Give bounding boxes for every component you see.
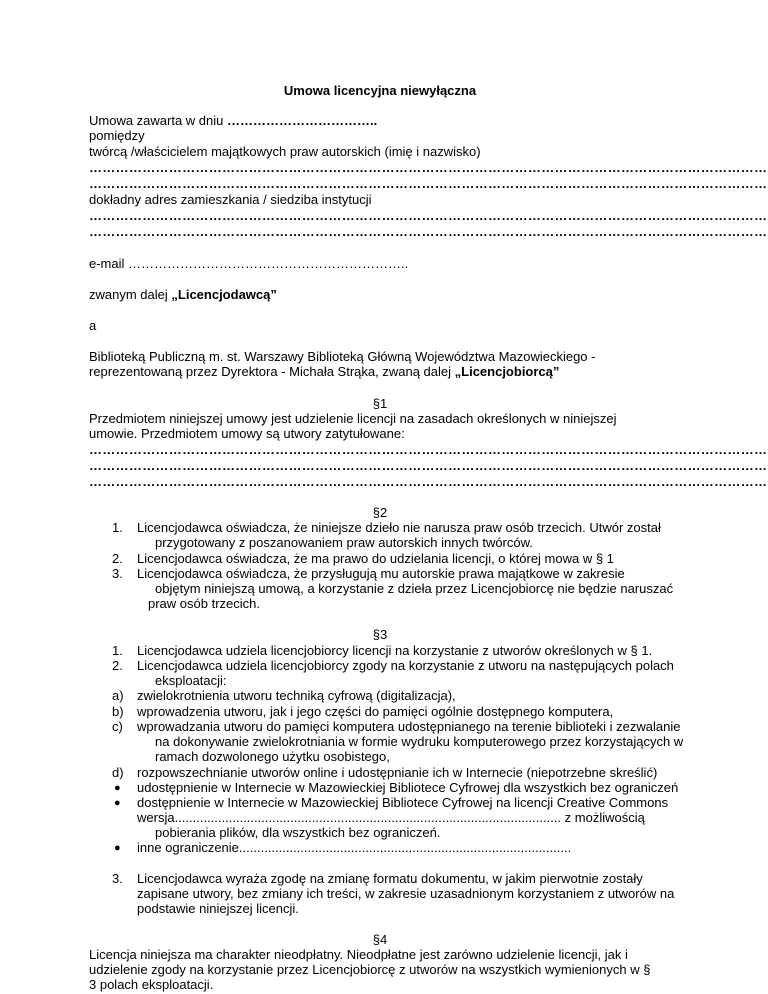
- bullet-3-text: inne ograniczenie............................................................................................: [137, 840, 572, 855]
- date-line: [89, 113, 377, 129]
- bullet-1-text: udostępnienie w Internecie w Mazowieckiej Bibliotece Cyfrowej dla wszystkich bez ograniczeń: [137, 780, 679, 795]
- bullet-2-line-3: pobierania plików, dla wszystkich bez ograniczeń.: [155, 825, 441, 840]
- s3-item-3-line-2: zapisane utwory, bez zmiany ich treści, w zakresie uzasadnionym korzystaniem z utworów na: [137, 886, 675, 901]
- s3-item-2-line-1: Licencjodawca udziela licencjobiorcy zgody na korzystanie z utworu na następujących polach: [137, 658, 674, 673]
- s2-item-1-line-1: Licencjodawca oświadcza, że niniejsze dzieło nie narusza praw osób trzecich. Utwór został: [137, 520, 661, 535]
- email-label: e-mail: [89, 256, 125, 271]
- between-text: pomiędzy: [89, 128, 145, 143]
- section-4-line-2: udzielenie zgody na korzystanie przez Licencjobiorcę z utworów na wszystkich wymienionych w §: [89, 962, 651, 977]
- section-3-heading: §3: [372, 627, 388, 642]
- s3-item-c-letter: c): [112, 719, 123, 734]
- s2-item-1-number: 1.: [112, 520, 123, 535]
- creator-label: twórcą /właścicielem majątkowych praw autorskich (imię i nazwisko): [89, 144, 481, 159]
- works-blank-1: ………………………………………………………………………………………………………………………………………: [89, 442, 768, 457]
- section-1-heading: §1: [372, 396, 388, 411]
- date-blank: ……………………………..: [227, 113, 378, 128]
- s3-item-1-text: Licencjodawca udziela licencjobiorcy licencji na korzystanie z utworów określonych w § 1.: [137, 643, 653, 658]
- s3-item-3-number: 3.: [112, 871, 123, 886]
- address-label: dokładny adres zamieszkania / siedziba instytucji: [89, 192, 372, 207]
- document-title: Umowa licencyjna niewyłączna: [283, 83, 477, 98]
- bullet-icon: ●: [114, 782, 121, 794]
- s2-item-3-number: 3.: [112, 566, 123, 581]
- bullet-2-line-2: wersja........................................................................................................... z możliwością: [137, 810, 645, 825]
- creator-blank-1: ………………………………………………………………………………………………………………………………………: [89, 160, 768, 175]
- s3-item-c-line-2: na dokonywanie zwielokrotniania w formie wydruku komputerowego przez korzystających w: [155, 734, 684, 749]
- s2-item-3-line-2: objętym niniejszą umową, a korzystanie z dzieła przez Licencjobiorcę nie będzie naruszać: [155, 581, 674, 596]
- works-blank-3: ………………………………………………………………………………………………………………………………………: [89, 474, 768, 489]
- address-blank-2: ………………………………………………………………………………………………………………………………………: [89, 224, 768, 239]
- s3-item-3-line-3: podstawie niniejszej licencji.: [137, 901, 299, 916]
- bullet-icon: ●: [114, 842, 121, 854]
- s3-item-c-line-1: wprowadzania utworu do pamięci komputera udostępnianego na terenie biblioteki i zezwalanie: [137, 719, 681, 734]
- s2-item-2-line-1: Licencjodawca oświadcza, że ma prawo do udzielania licencji, o której mowa w § 1: [137, 551, 614, 566]
- s3-item-1-number: 1.: [112, 643, 123, 658]
- section-1-line-2: umowie. Przedmiotem umowy są utwory zatytułowane:: [89, 426, 405, 441]
- called-prefix: zwanym dalej: [89, 287, 168, 302]
- library-represented: reprezentowaną przez Dyrektora - Michała Strąka, zwaną dalej: [89, 364, 452, 379]
- works-blank-2: ………………………………………………………………………………………………………………………………………: [89, 458, 768, 473]
- s2-item-3-line-3: praw osób trzecich.: [148, 596, 260, 611]
- s3-item-d-text: rozpowszechnianie utworów online i udostępnianie ich w Internecie (niepotrzebne skreślić): [137, 765, 658, 780]
- section-4-heading: §4: [372, 932, 388, 947]
- s3-item-d-letter: d): [112, 765, 124, 780]
- s3-item-2-line-2: eksploatacji:: [155, 673, 227, 688]
- s2-item-2-number: 2.: [112, 551, 123, 566]
- bullet-icon: ●: [114, 797, 121, 809]
- date-label: Umowa zawarta w dniu: [89, 113, 224, 128]
- licensor-term: „Licencjodawcą”: [171, 287, 277, 302]
- library-line-1: Biblioteką Publiczną m. st. Warszawy Biblioteką Główną Województwa Mazowieckiego -: [89, 349, 596, 364]
- section-4-line-3: 3 polach eksploatacji.: [89, 977, 214, 992]
- s3-item-b-letter: b): [112, 704, 124, 719]
- s2-item-3-line-1: Licencjodawca oświadcza, że przysługują mu autorskie prawa majątkowe w zakresie: [137, 566, 625, 581]
- and-text: a: [89, 318, 97, 333]
- creator-blank-2: ………………………………………………………………………………………………………………………………………: [89, 176, 768, 191]
- s3-item-3-line-1: Licencjodawca wyraża zgodę na zmianę formatu dokumentu, w jakim pierwotnie zostały: [137, 871, 643, 886]
- s3-item-b-text: wprowadzenia utworu, jak i jego części do pamięci ogólnie dostępnego komputera,: [137, 704, 614, 719]
- licensor-line: [89, 287, 277, 303]
- section-2-heading: §2: [372, 505, 388, 520]
- licensee-term: „Licencjobiorcą”: [454, 364, 560, 379]
- library-line-2: [89, 364, 559, 380]
- s3-item-a-letter: a): [112, 688, 124, 703]
- s3-item-c-line-3: ramach dozwolonego użytku osobistego,: [155, 749, 390, 764]
- bullet-2-line-1: dostępnienie w Internecie w Mazowieckiej Bibliotece Cyfrowej na licencji Creative Commons: [137, 795, 669, 810]
- s2-item-1-line-2: przygotowany z poszanowaniem praw autorskich innych twórców.: [155, 535, 533, 550]
- email-blank: ………………………………………………………..: [128, 256, 409, 271]
- address-blank-1: ………………………………………………………………………………………………………………………………………: [89, 208, 768, 223]
- section-1-line-1: Przedmiotem niniejszej umowy jest udzielenie licencji na zasadach określonych w niniejszej: [89, 411, 617, 426]
- s3-item-2-number: 2.: [112, 658, 123, 673]
- section-4-line-1: Licencja niniejsza ma charakter nieodpłatny. Nieodpłatne jest zarówno udzielenie licencji, jak i: [89, 947, 628, 962]
- email-line: [89, 256, 408, 272]
- s3-item-a-text: zwielokrotnienia utworu techniką cyfrową (digitalizacja),: [137, 688, 456, 703]
